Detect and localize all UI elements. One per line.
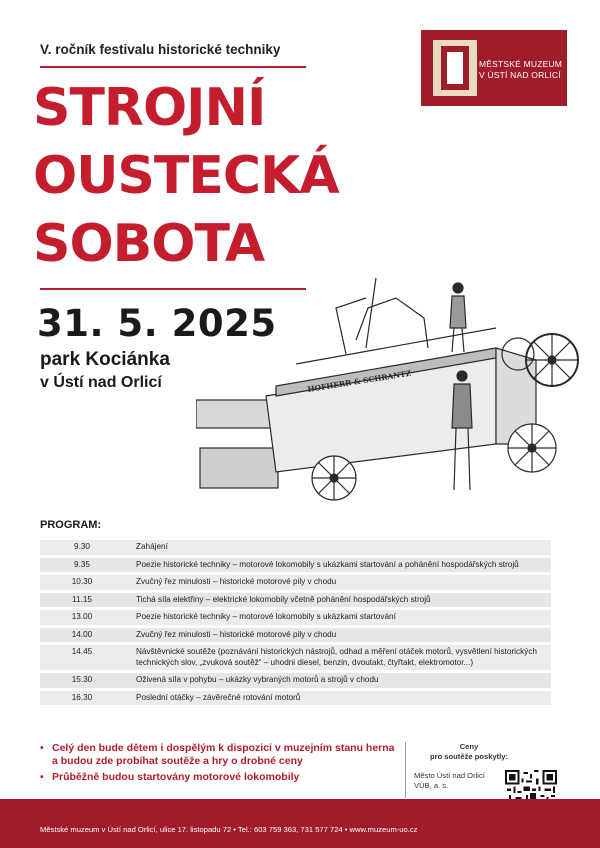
program-time: 14.00 [40, 628, 132, 643]
program-item-desc: – ukázky vybraných motorů a strojů v chodu [216, 675, 379, 684]
program-item-title: Zvučný řez minulosti [136, 577, 211, 586]
program-item-desc: – elektrické lokomobily včetně pohánění hospodářských strojů [203, 594, 431, 604]
program-item [132, 575, 551, 590]
venue-town: v Ústí nad Orlicí [40, 374, 162, 391]
program-item-title: Tichá síla elektřiny [136, 594, 204, 604]
logo-line-1: MĚSTSKÉ MUZEUM [479, 59, 563, 69]
program-item-title: Zahájení [136, 542, 168, 551]
logo-line-2: V ÚSTÍ NAD ORLICÍ [479, 70, 561, 80]
program-time: 9.30 [40, 540, 132, 555]
program-item [132, 691, 551, 706]
program-time: 9.35 [40, 558, 132, 573]
program-item [132, 645, 551, 670]
subtitle-divider [40, 66, 306, 68]
museum-logo[interactable] [421, 30, 567, 106]
program-item-title: Poezie historické techniky [136, 612, 231, 621]
program-item [132, 628, 551, 643]
program-time: 10.30 [40, 575, 132, 590]
program-item-title: Poslední otáčky [136, 692, 194, 702]
note-engine-starts: • Průběžně budou startovány motorové lokomobily [40, 771, 400, 784]
program-item-desc: – motorové lokomobily s ukázkami startování a pohánění hospodářských strojů [230, 559, 519, 569]
program-row [40, 691, 551, 706]
notes-list [40, 742, 400, 788]
prizes-heading-1: Ceny [459, 742, 479, 751]
program-item [132, 593, 551, 608]
program-item [132, 540, 551, 555]
event-date: 31. 5. 2025 [37, 302, 277, 345]
program-row [40, 673, 551, 688]
title-line-2: OUSTECKÁ [33, 146, 339, 206]
program-item-desc: – historické motorové pily v chodu [210, 577, 337, 586]
program-time: 13.00 [40, 610, 132, 625]
program-item-desc: – historické motorové pily v chodu [210, 629, 337, 639]
footer-contact: Městské muzeum v Ústí nad Orlicí, ulice 17. listopadu 72 • Tel.: 603 759 363, 731 577 724 • www.muzeum-uo.cz [40, 825, 418, 834]
program-row [40, 575, 551, 590]
program-row [40, 593, 551, 608]
machine-maker-label: HOFHERR & SCHRANTZ [306, 368, 412, 394]
program-row [40, 610, 551, 625]
sponsor-town: Město Ústí nad Orlicí [414, 771, 485, 780]
program-item-desc: (poznávání historických nástrojů, odhad a měření otáček motorů, vysvětlení historických technických slov, „zvuková soutěž“ – uhodni diesel, benzin, dvoutakt, čtyřtakt, elektromotor...) [136, 647, 537, 667]
sponsor-bank: VÚB, a. s. [414, 780, 449, 790]
program-time: 15.30 [40, 673, 132, 688]
program-item-title: Poezie historické techniky [136, 559, 231, 569]
program-item-desc: – motorové lokomobily s ukázkami startování [230, 612, 396, 621]
program-item-desc: – závěrečné rotování motorů [193, 692, 301, 702]
program-heading: PROGRAM: [40, 519, 102, 531]
program-item-title: Zvučný řez minulosti [136, 629, 211, 639]
program-time: 16.30 [40, 691, 132, 706]
program-item [132, 673, 551, 688]
program-table [40, 537, 551, 708]
program-item [132, 558, 551, 573]
venue-name: park Kociánka [40, 349, 170, 370]
prizes-heading-2: pro soutěže poskytly: [429, 751, 509, 761]
program-row [40, 558, 551, 573]
footer-bar [0, 799, 600, 848]
program-item-title: Návštěvnické soutěže [136, 647, 216, 656]
title-line-1: STROJNÍ [33, 78, 266, 138]
program-row [40, 645, 551, 670]
note-kids-play-area: • Celý den bude dětem i dospělým k dispozici v muzejním stanu herna a budou zde probíhat soutěže a hry o drobné ceny [40, 742, 400, 767]
prizes-divider [405, 742, 406, 798]
festival-subtitle: V. ročník festivalu historické techniky [40, 42, 281, 57]
program-time: 14.45 [40, 645, 132, 670]
program-item-title: Oživená síla v pohybu [136, 675, 217, 684]
program-item [132, 610, 551, 625]
program-time: 11.15 [40, 593, 132, 608]
title-line-3: SOBOTA [33, 214, 265, 274]
program-row [40, 540, 551, 555]
threshing-machine-illustration [196, 268, 580, 510]
program-row [40, 628, 551, 643]
